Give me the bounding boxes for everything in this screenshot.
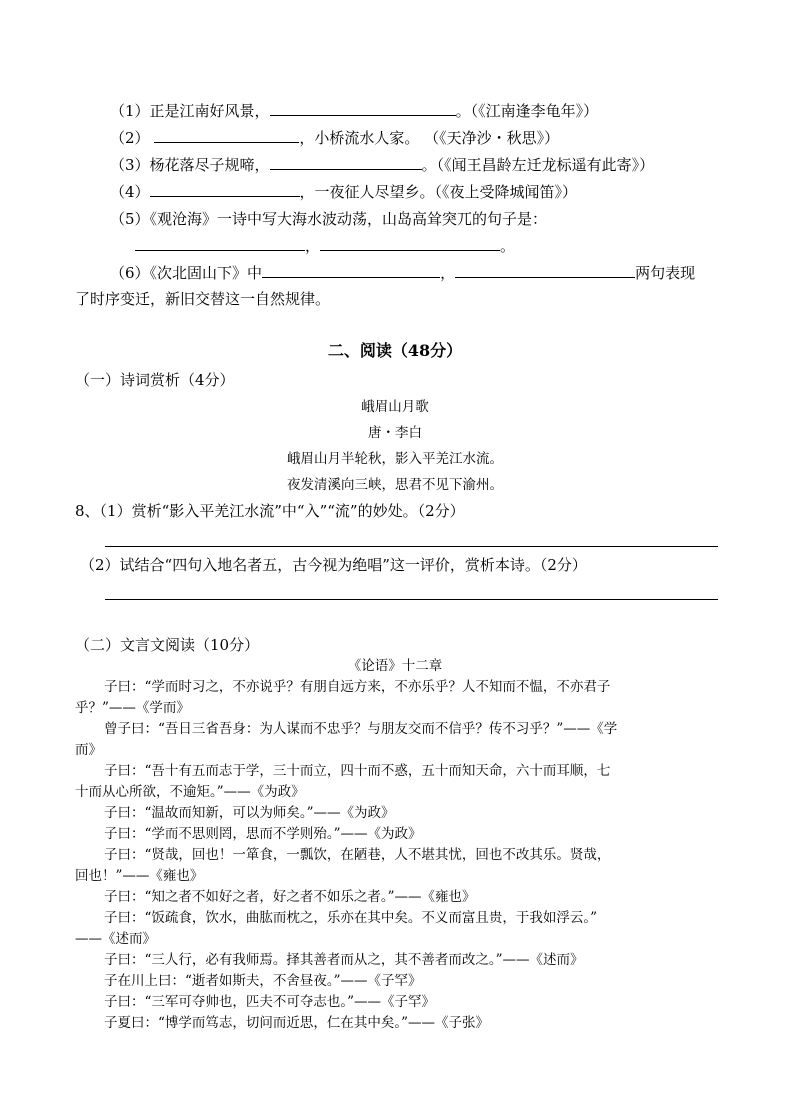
analects-title: 《论语》十二章: [347, 658, 443, 674]
analects-line: 子曰：“知之者不如好之者，好之者不如乐之者。”——《雍也》: [104, 889, 476, 905]
analects-line: 而》: [75, 742, 102, 758]
poem-line-1: 峨眉山月半轮秋，影入平羌江水流。: [287, 451, 503, 467]
q3-blank[interactable]: [270, 155, 422, 170]
fill-q2: [110, 128, 559, 148]
answer-line-8-1[interactable]: [105, 546, 718, 547]
q6-suffix: 两句表现: [635, 264, 696, 282]
q3-source: 。（《闻王昌龄左迁龙标遥有此寄》）: [421, 156, 655, 174]
q2-blank[interactable]: [154, 128, 299, 143]
question-8-2: （2）试结合“四句入地名者五，古今视为绝唱”这一评价，赏析本诗。（2分）: [80, 556, 587, 574]
q5-period: 。: [500, 237, 516, 255]
poem-title: 峨眉山月歌: [361, 399, 429, 415]
q5-number: （5）: [110, 210, 150, 228]
poem-line-2: 夜发清溪向三峡，思君不见下渝州。: [287, 477, 503, 493]
fill-q6-continuation: 了时序变迁，新旧交替这一自然规律。: [75, 290, 331, 308]
analects-line: 十而从心所欲，不逾矩。”——《为政》: [75, 784, 305, 800]
analects-line: ——《述而》: [75, 931, 156, 947]
q5-blank-1[interactable]: [135, 236, 305, 251]
q5-text: 《观沧海》一诗中写大海水波动荡，山岛高耸突兀的句子是：: [149, 210, 548, 228]
question-8-1: 8、（1）赏析“影入平羌江水流”中“入”“流”的妙处。（2分）: [75, 502, 465, 520]
q1-number: （1）: [110, 102, 150, 120]
fill-q4: [110, 182, 577, 202]
q4-text: ，一夜征人尽望乡。（《夜上受降城闻笛》）: [299, 183, 578, 201]
part1-heading: （一）诗词赏析（4分）: [75, 371, 235, 389]
fill-q5: [110, 209, 547, 229]
poem-author: 唐・李白: [368, 425, 422, 441]
analects-line: 子曰：“温故而知新，可以为师矣。”——《为政》: [104, 805, 395, 821]
analects-line: 子曰：“贤哉，回也！一箪食，一瓢饮，在陋巷，人不堪其忧，回也不改其乐。贤哉，: [104, 847, 611, 863]
q6-comma: ，: [440, 264, 456, 282]
analects-line: 子曰：“吾十有五而志于学，三十而立，四十而不惑，五十而知天命，六十而耳顺，七: [104, 763, 611, 779]
q3-number: （3）: [110, 156, 150, 174]
part2-heading: （二）文言文阅读（10分）: [75, 636, 260, 654]
analects-line: 子在川上曰：“逝者如斯夫，不舍昼夜。”——《子罕》: [104, 973, 422, 989]
analects-line: 子夏曰：“博学而笃志，切问而近思，仁在其中矣。”——《子张》: [104, 1015, 490, 1031]
q3-text: 杨花落尽子规啼，: [149, 156, 270, 174]
q1-text: 正是江南好风景，: [149, 102, 270, 120]
answer-line-8-2[interactable]: [105, 599, 718, 600]
analects-line: 子曰：“学而不思则罔，思而不学则殆。”——《为政》: [104, 826, 422, 842]
q4-number: （4）: [110, 183, 150, 201]
q6-text: 《次北固山下》中: [149, 264, 263, 282]
q5-comma: ，: [305, 237, 321, 255]
q1-source: 。（《江南逢李龟年》）: [455, 102, 599, 120]
analects-line: 回也！”——《雍也》: [75, 868, 204, 884]
section-title: 二、阅读（48分）: [327, 341, 463, 360]
q5-blank-2[interactable]: [320, 236, 500, 251]
fill-q6: [110, 263, 695, 283]
analects-line: 子曰：“三人行，必有我师焉。择其善者而从之，其不善者而改之。”——《述而》: [104, 952, 584, 968]
analects-line: 子曰：“学而时习之，不亦说乎？有朋自远方来，不亦乐乎？人不知而不愠，不亦君子: [104, 679, 611, 695]
q2-number: （2）: [110, 129, 150, 147]
q6-blank-2[interactable]: [455, 263, 635, 278]
analects-line: 曾子曰：“吾日三省吾身：为人谋而不忠乎？与朋友交而不信乎？传不习乎？”——《学: [104, 721, 618, 737]
analects-line: 子曰：“三军可夺帅也，匹夫不可夺志也。”——《子罕》: [104, 994, 436, 1010]
fill-q3: [110, 155, 654, 175]
q4-blank[interactable]: [150, 182, 300, 197]
fill-q5-answers: [135, 236, 515, 256]
fill-q1: [110, 101, 598, 121]
q6-number: （6）: [110, 264, 150, 282]
q1-blank[interactable]: [270, 101, 456, 116]
analects-line: 乎？”——《学而》: [75, 700, 190, 716]
q2-text: ，小桥流水人家。 （《天净沙・秋思》）: [299, 129, 560, 147]
analects-line: 子曰：“饭疏食，饮水，曲肱而枕之，乐亦在其中矣。不义而富且贵，于我如浮云。”: [104, 910, 598, 926]
q6-blank-1[interactable]: [262, 263, 440, 278]
